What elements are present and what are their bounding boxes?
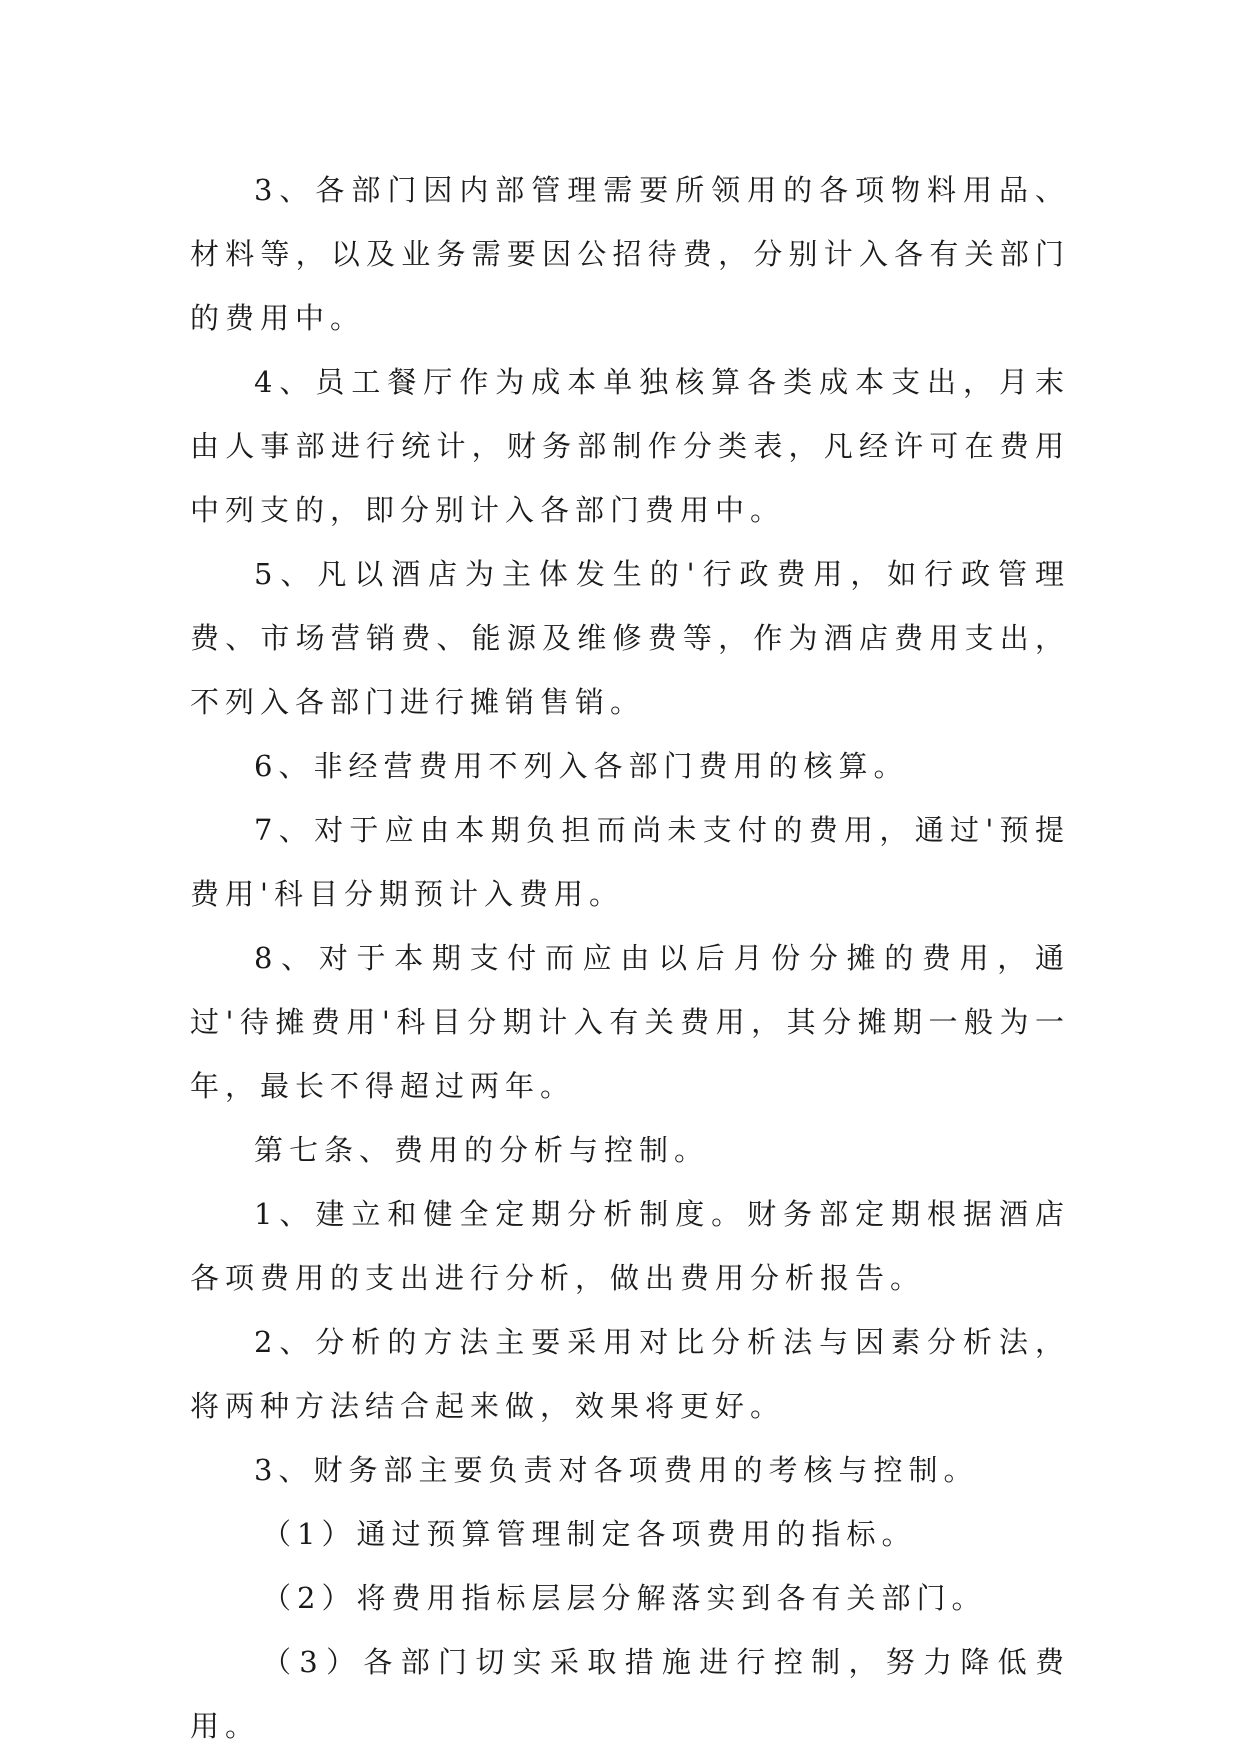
section-heading-article-7: 第七条、费用的分析与控制。	[254, 1133, 710, 1167]
paragraph-item-7-accrued-expenses: 7、对于应由本期负担而尚未支付的费用，通过'预提费用'科目分期预计入费用。	[190, 813, 1070, 911]
paragraph-item-3-finance-control: 3、财务部主要负责对各项费用的考核与控制。	[254, 1453, 979, 1487]
paragraph-item-1-analysis-system: 1、建立和健全定期分析制度。财务部定期根据酒店各项费用的支出进行分析，做出费用分析报告。	[190, 1197, 1070, 1295]
paragraph-item-2-analysis-methods: 2、分析的方法主要采用对比分析法与因素分析法，将两种方法结合起来做，效果将更好。	[190, 1325, 1070, 1423]
sub-item-2-decompose: （2）将费用指标层层分解落实到各有关部门。	[262, 1581, 987, 1615]
paragraph-item-5-admin-expenses: 5、凡以酒店为主体发生的'行政费用，如行政管理费、市场营销费、能源及维修费等，作为酒店费用支出，不列入各部门进行摊销售销。	[190, 557, 1070, 719]
sub-item-1-budget: （1）通过预算管理制定各项费用的指标。	[262, 1517, 917, 1551]
paragraph-item-4-staff-canteen: 4、员工餐厅作为成本单独核算各类成本支出，月末由人事部进行统计，财务部制作分类表，凡经许可在费用中列支的，即分别计入各部门费用中。	[190, 365, 1070, 527]
sub-item-3-reduce-costs: （3）各部门切实采取措施进行控制，努力降低费用。	[190, 1645, 1070, 1743]
document-body	[190, 158, 1070, 1758]
paragraph-item-8-prepaid-expenses: 8、对于本期支付而应由以后月份分摊的费用，通过'待摊费用'科目分期计入有关费用，其分摊期一般为一年，最长不得超过两年。	[190, 941, 1070, 1103]
paragraph-item-6-non-operating: 6、非经营费用不列入各部门费用的核算。	[254, 749, 909, 783]
paragraph-item-3-materials: 3、各部门因内部管理需要所领用的各项物料用品、材料等，以及业务需要因公招待费，分别计入各有关部门的费用中。	[190, 173, 1070, 335]
